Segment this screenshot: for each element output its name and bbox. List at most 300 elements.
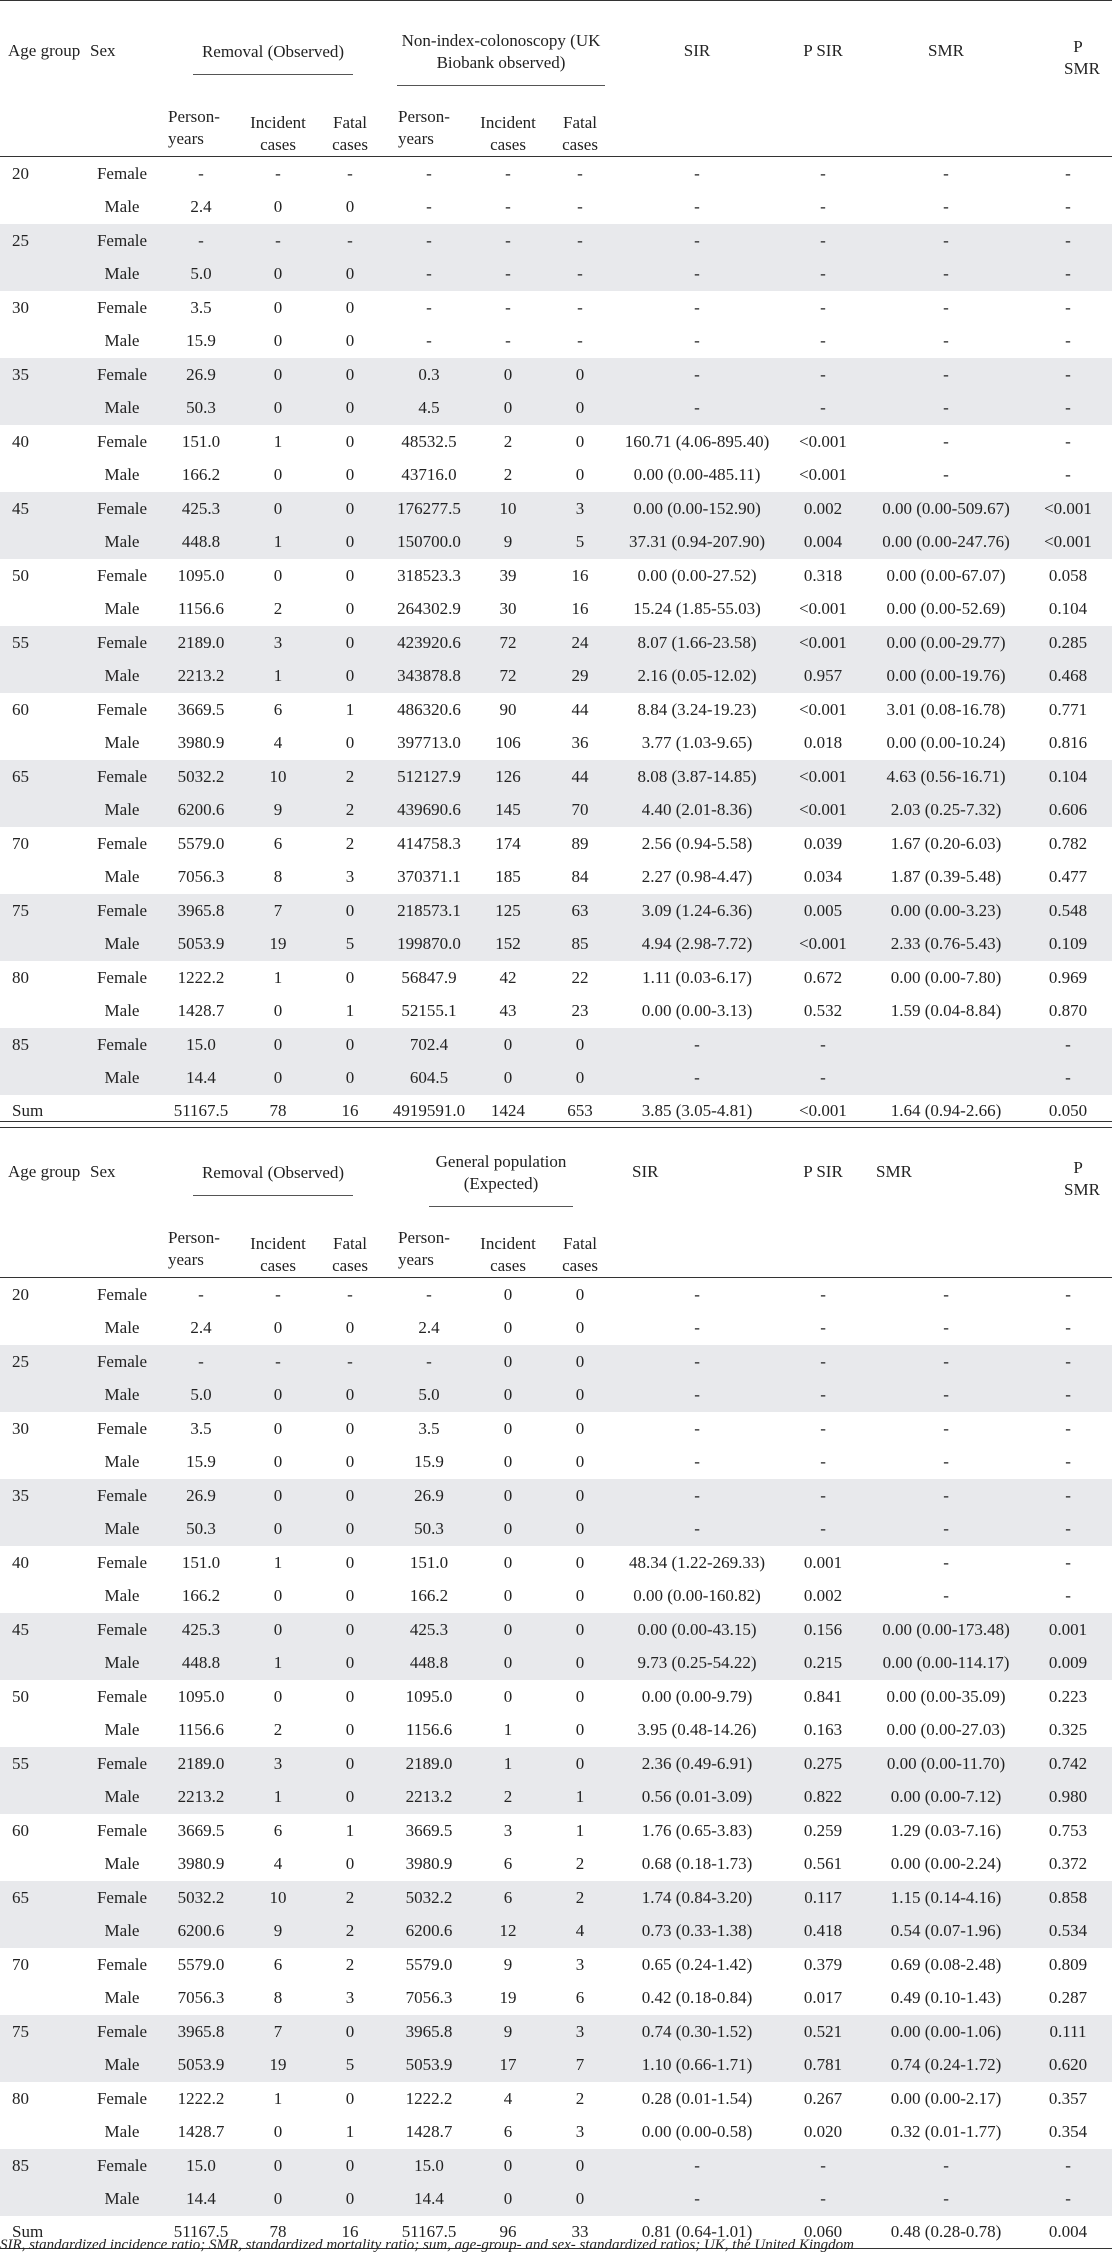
comparator-incident-cases-cell: 6 (472, 1881, 544, 1915)
sir-cell: 0.28 (0.01-1.54) (641, 2088, 753, 2108)
incident-cases-cell: 4 (273, 733, 283, 753)
comparator-incident-cases-cell: 2 (472, 1781, 544, 1815)
incident-cases-cell: 3 (242, 626, 314, 660)
p-smr-cell: 0.753 (1048, 1820, 1088, 1840)
fatal-cases-cell: 0 (314, 660, 386, 694)
header-removal: Removal (Observed) (201, 1162, 345, 1182)
fatal-cases-cell: 1 (345, 2122, 355, 2142)
age-cell: 45 (0, 492, 84, 526)
p-sir-cell: - (820, 163, 826, 183)
sex-cell: Female (96, 1954, 148, 1974)
p-smr-cell: - (1065, 331, 1071, 351)
sir-cell: 3.77 (1.03-9.65) (641, 733, 753, 753)
age-cell: 50 (12, 1686, 29, 1706)
p-smr-cell: - (1065, 163, 1071, 183)
sex-cell: Male (104, 197, 140, 217)
sum-p-sir-cell: <0.001 (778, 1095, 868, 1128)
p-smr-cell: 0.969 (1048, 967, 1088, 987)
incident-cases-cell: 10 (242, 760, 314, 794)
sex-cell: Female (96, 967, 148, 987)
table-row (0, 760, 1112, 794)
sex-cell: Male (84, 2049, 160, 2083)
comparator-person-years-cell: 43716.0 (401, 465, 457, 485)
header-sir: SIR (632, 1161, 659, 1181)
sir-cell: 8.08 (3.87-14.85) (616, 760, 778, 794)
person-years-cell: 1428.7 (177, 1001, 225, 1021)
smr-cell: - (868, 1345, 1024, 1379)
fatal-cases-cell: 0 (345, 565, 355, 585)
p-smr-cell: 0.001 (1024, 1613, 1112, 1647)
comparator-incident-cases-cell: 9 (503, 1954, 513, 1974)
fatal-cases-cell: 0 (345, 2088, 355, 2108)
incident-cases-cell: 7 (242, 894, 314, 928)
smr-cell: 0.00 (0.00-509.67) (868, 492, 1024, 526)
sex-cell: Male (104, 867, 140, 887)
p-smr-cell: - (1065, 1418, 1071, 1438)
person-years-cell: 166.2 (181, 465, 221, 485)
comparator-person-years-cell: 423920.6 (386, 626, 472, 660)
person-years-cell: 50.3 (160, 1513, 242, 1547)
smr-cell: 0.69 (0.08-2.48) (890, 1954, 1002, 1974)
comparator-fatal-cases-cell: 89 (571, 833, 589, 853)
sir-cell: - (616, 258, 778, 292)
age-cell: 85 (0, 2149, 84, 2183)
sex-cell: Male (104, 733, 140, 753)
smr-cell: - (943, 1552, 949, 1572)
header-sex: Sex (90, 40, 116, 60)
sir-cell: - (616, 358, 778, 392)
comparator-fatal-cases-cell: 0 (575, 431, 585, 451)
p-sir-cell: 0.267 (803, 2088, 843, 2108)
p-sir-cell: - (778, 258, 868, 292)
sir-cell: - (616, 1379, 778, 1413)
p-smr-cell: 0.809 (1048, 1954, 1088, 1974)
sex-cell: Female (96, 163, 148, 183)
sir-cell: 0.68 (0.18-1.73) (641, 1854, 753, 1874)
comparator-incident-cases-cell: 1 (472, 1747, 544, 1781)
p-smr-cell: 0.109 (1024, 928, 1112, 962)
fatal-cases-cell: 0 (345, 297, 355, 317)
incident-cases-cell: 1 (273, 431, 283, 451)
incident-cases-cell: 0 (242, 258, 314, 292)
comparator-person-years-cell: 150700.0 (386, 526, 472, 560)
p-smr-cell: - (1065, 1552, 1071, 1572)
sex-cell: Male (84, 2183, 160, 2217)
p-sir-cell: - (820, 1318, 826, 1338)
comparator-person-years-cell: 4.5 (386, 392, 472, 426)
comparator-person-years-cell: 3965.8 (386, 2015, 472, 2049)
p-smr-cell: - (1065, 465, 1071, 485)
sum-comparator-person-years-cell: 51167.5 (386, 2216, 472, 2249)
table-row (0, 2149, 1112, 2183)
header-age-group: Age group (8, 40, 81, 60)
comparator-fatal-cases-cell: 36 (571, 733, 589, 753)
table-row (0, 459, 1112, 493)
fatal-cases-cell: 1 (345, 699, 355, 719)
comparator-person-years-cell: 264302.9 (397, 599, 461, 619)
comparator-person-years-cell: 439690.6 (386, 794, 472, 828)
table-row (0, 2116, 1112, 2150)
p-smr-cell: 0.477 (1048, 867, 1088, 887)
table-row (0, 157, 1112, 191)
comparator-incident-cases-cell: 0 (503, 1318, 513, 1338)
comparator-person-years-cell: 414758.3 (397, 833, 461, 853)
age-cell: 75 (0, 894, 84, 928)
sex-cell: Male (104, 331, 140, 351)
table-row (0, 660, 1112, 694)
comparator-person-years-cell: 48532.5 (401, 431, 457, 451)
comparator-incident-cases-cell: 0 (472, 1028, 544, 1062)
sum-p-sir-cell: 0.060 (778, 2216, 868, 2249)
sum-label: Sum (0, 2216, 84, 2249)
comparator-incident-cases-cell: 6 (503, 1854, 513, 1874)
p-sir-cell: 0.004 (778, 526, 868, 560)
fatal-cases-cell: 0 (314, 2015, 386, 2049)
p-sir-cell: - (820, 1418, 826, 1438)
person-years-cell: 15.0 (160, 1028, 242, 1062)
sex-cell: Female (96, 2088, 148, 2108)
person-years-cell: 151.0 (181, 431, 221, 451)
smr-cell: - (943, 465, 949, 485)
smr-cell: 0.00 (0.00-67.07) (886, 565, 1006, 585)
smr-cell: 0.00 (0.00-247.76) (868, 526, 1024, 560)
table-body (0, 1278, 1112, 2249)
fatal-cases-cell: 0 (314, 626, 386, 660)
comparator-incident-cases-cell: 6 (503, 2122, 513, 2142)
sir-cell: 0.00 (0.00-3.13) (641, 1001, 753, 1021)
p-sir-cell: 0.117 (778, 1881, 868, 1915)
p-sir-cell: 0.259 (803, 1820, 843, 1840)
person-years-cell: 3980.9 (177, 1854, 225, 1874)
person-years-cell: 5.0 (160, 1379, 242, 1413)
person-years-cell: 15.9 (186, 1452, 216, 1472)
fatal-cases-cell: 0 (345, 599, 355, 619)
incident-cases-cell: 19 (242, 2049, 314, 2083)
p-sir-cell: 0.215 (778, 1647, 868, 1681)
sex-cell: Female (84, 224, 160, 258)
comparator-fatal-cases-cell: 63 (544, 894, 616, 928)
fatal-cases-cell: 2 (314, 760, 386, 794)
comparator-fatal-cases-cell: 0 (575, 1318, 585, 1338)
comparator-fatal-cases-cell: 0 (544, 1379, 616, 1413)
smr-cell: 1.67 (0.20-6.03) (890, 833, 1002, 853)
age-cell (0, 459, 84, 493)
smr-cell: - (868, 1479, 1024, 1513)
p-sir-cell: 0.672 (803, 967, 843, 987)
age-cell: 65 (0, 760, 84, 794)
comparator-incident-cases-cell: - (472, 224, 544, 258)
comparator-incident-cases-cell: 126 (472, 760, 544, 794)
table-row (0, 693, 1112, 727)
p-sir-cell: 0.532 (803, 1001, 843, 1021)
incident-cases-cell: 7 (242, 2015, 314, 2049)
person-years-cell: - (198, 163, 204, 183)
comparator-person-years-cell: - (426, 1284, 432, 1304)
person-years-cell: 2189.0 (160, 626, 242, 660)
incident-cases-cell: 6 (273, 1820, 283, 1840)
comparator-person-years-cell: 218573.1 (386, 894, 472, 928)
sir-cell: 0.00 (0.00-152.90) (616, 492, 778, 526)
p-smr-cell: - (1065, 431, 1071, 451)
comparator-fatal-cases-cell: 0 (544, 1513, 616, 1547)
person-years-cell: 5053.9 (160, 2049, 242, 2083)
smr-cell: 1.15 (0.14-4.16) (868, 1881, 1024, 1915)
fatal-cases-cell: 3 (345, 867, 355, 887)
table-row (0, 1680, 1112, 1714)
person-years-cell: 6200.6 (160, 794, 242, 828)
comparator-fatal-cases-cell: 4 (544, 1915, 616, 1949)
smr-cell: - (943, 1318, 949, 1338)
fatal-cases-cell: 0 (345, 1686, 355, 1706)
incident-cases-cell: - (242, 1345, 314, 1379)
sex-cell: Female (84, 626, 160, 660)
incident-cases-cell: 1 (273, 2088, 283, 2108)
comparator-person-years-cell: 343878.8 (386, 660, 472, 694)
p-smr-cell: <0.001 (1024, 492, 1112, 526)
incident-cases-cell: 0 (273, 197, 283, 217)
sir-cell: - (616, 224, 778, 258)
table-row (0, 1412, 1112, 1446)
sir-cell: 8.07 (1.66-23.58) (616, 626, 778, 660)
comparator-incident-cases-cell: 0 (472, 2183, 544, 2217)
header-person-years: Person-years (160, 1221, 242, 1278)
comparator-incident-cases-cell: 0 (503, 1686, 513, 1706)
fatal-cases-cell: 0 (314, 392, 386, 426)
age-cell: 75 (0, 2015, 84, 2049)
sir-cell: 0.00 (0.00-43.15) (616, 1613, 778, 1647)
comparator-fatal-cases-cell: 0 (544, 358, 616, 392)
sum-comparator-fatal-cases-cell: 33 (544, 2216, 616, 2249)
comparator-incident-cases-cell: 0 (472, 1647, 544, 1681)
p-sir-cell: 0.017 (803, 1988, 843, 2008)
comparator-fatal-cases-cell: 0 (544, 2149, 616, 2183)
incident-cases-cell: 0 (242, 358, 314, 392)
p-sir-cell: - (820, 197, 826, 217)
comparator-incident-cases-cell: 72 (472, 660, 544, 694)
sex-cell: Female (96, 1686, 148, 1706)
smr-cell: - (868, 358, 1024, 392)
sum-comparator-incident-cases-cell: 96 (472, 2216, 544, 2249)
comparator-person-years-cell: - (386, 1345, 472, 1379)
sex-cell: Male (84, 1915, 160, 1949)
fatal-cases-cell: - (347, 163, 353, 183)
sir-cell: 3.95 (0.48-14.26) (637, 1720, 757, 1740)
sex-cell: Female (84, 1345, 160, 1379)
comparator-incident-cases-cell: 0 (472, 1345, 544, 1379)
incident-cases-cell: 0 (242, 392, 314, 426)
table-row (0, 1781, 1112, 1815)
table-row (0, 191, 1112, 225)
table-row (0, 1345, 1112, 1379)
table-row (0, 1948, 1112, 1982)
p-sir-cell: <0.001 (799, 431, 847, 451)
sum-p-smr-cell: 0.004 (1024, 2216, 1112, 2249)
p-smr-cell: 0.742 (1024, 1747, 1112, 1781)
table-row (0, 425, 1112, 459)
comparator-incident-cases-cell: - (505, 331, 511, 351)
sir-cell: 0.56 (0.01-3.09) (616, 1781, 778, 1815)
table-row (0, 1479, 1112, 1513)
fatal-cases-cell: 0 (314, 1781, 386, 1815)
comparator-person-years-cell: 166.2 (409, 1586, 449, 1606)
age-cell (0, 1915, 84, 1949)
sir-cell: - (694, 331, 700, 351)
person-years-cell: 5579.0 (177, 1954, 225, 1974)
age-cell (0, 325, 84, 359)
age-cell: 25 (0, 224, 84, 258)
p-smr-cell: - (1065, 1452, 1071, 1472)
p-sir-cell: 0.781 (778, 2049, 868, 2083)
p-smr-cell: 0.357 (1048, 2088, 1088, 2108)
comparator-fatal-cases-cell: 0 (575, 1418, 585, 1438)
age-cell: 50 (12, 565, 29, 585)
sum-smr-cell: 0.48 (0.28-0.78) (868, 2216, 1024, 2249)
table-header (0, 1122, 1112, 1278)
p-sir-cell: 0.001 (803, 1552, 843, 1572)
sex-cell: Male (84, 660, 160, 694)
person-years-cell: 3.5 (190, 1418, 212, 1438)
header-comparator-group (386, 1122, 616, 1222)
person-years-cell: 26.9 (160, 1479, 242, 1513)
p-smr-cell: 0.104 (1024, 760, 1112, 794)
comparator-fatal-cases-cell: 5 (544, 526, 616, 560)
age-cell: 35 (0, 358, 84, 392)
sex-cell: Female (84, 1881, 160, 1915)
sir-cell: - (694, 297, 700, 317)
table-row (0, 559, 1112, 593)
sex-cell: Male (84, 794, 160, 828)
comparator-incident-cases-cell: 185 (495, 867, 521, 887)
table-row (0, 1312, 1112, 1346)
comparator-fatal-cases-cell: 0 (544, 1479, 616, 1513)
sex-cell: Female (96, 431, 148, 451)
incident-cases-cell: 1 (273, 967, 283, 987)
age-cell (0, 1647, 84, 1681)
sex-cell: Male (104, 1988, 140, 2008)
age-cell: 35 (0, 1479, 84, 1513)
comparator-person-years-cell: 425.3 (386, 1613, 472, 1647)
comparator-person-years-cell: 512127.9 (386, 760, 472, 794)
comparator-fatal-cases-cell: 2 (575, 1854, 585, 1874)
sir-cell: - (694, 1452, 700, 1472)
sir-cell: 0.00 (0.00-0.58) (641, 2122, 753, 2142)
header-fatal-cases-2: Fatal cases (544, 1221, 616, 1278)
fatal-cases-cell: 0 (345, 967, 355, 987)
incident-cases-cell: 8 (273, 1988, 283, 2008)
p-sir-cell: - (820, 1452, 826, 1472)
person-years-cell: - (160, 224, 242, 258)
sum-fatal-cases-cell: 16 (314, 1095, 386, 1128)
comparator-fatal-cases-cell: 44 (544, 760, 616, 794)
person-years-cell: 3669.5 (177, 699, 225, 719)
person-years-cell: 7056.3 (177, 867, 225, 887)
header-age-group: Age group (8, 1161, 81, 1181)
table-row (0, 1848, 1112, 1882)
person-years-cell: 1222.2 (177, 967, 225, 987)
comparator-fatal-cases-cell: 1 (575, 1820, 585, 1840)
comparator-fatal-cases-cell: - (544, 258, 616, 292)
fatal-cases-cell: 0 (314, 492, 386, 526)
p-smr-cell: - (1024, 1479, 1112, 1513)
person-years-cell: 2213.2 (160, 1781, 242, 1815)
p-sir-cell: 0.018 (803, 733, 843, 753)
age-cell: 30 (12, 297, 29, 317)
fatal-cases-cell: 0 (314, 1513, 386, 1547)
comparator-incident-cases-cell: 43 (499, 1001, 517, 1021)
incident-cases-cell: 9 (242, 1915, 314, 1949)
p-smr-cell: 0.372 (1048, 1854, 1088, 1874)
sex-cell: Female (84, 1613, 160, 1647)
p-sir-cell: 0.957 (778, 660, 868, 694)
sir-cell: 2.16 (0.05-12.02) (616, 660, 778, 694)
comparator-fatal-cases-cell: 0 (544, 1345, 616, 1379)
fatal-cases-cell: 0 (345, 1552, 355, 1572)
p-sir-cell: 0.379 (803, 1954, 843, 1974)
table-row (0, 2049, 1112, 2083)
comparator-incident-cases-cell: 9 (472, 2015, 544, 2049)
table-row (0, 1982, 1112, 2016)
smr-cell: 1.87 (0.39-5.48) (890, 867, 1002, 887)
sum-incident-cases-cell: 78 (242, 1095, 314, 1128)
person-years-cell: 2189.0 (160, 1747, 242, 1781)
age-cell (0, 1062, 84, 1096)
sir-cell: 4.40 (2.01-8.36) (616, 794, 778, 828)
smr-cell: 0.00 (0.00-3.23) (868, 894, 1024, 928)
smr-cell: 2.33 (0.76-5.43) (868, 928, 1024, 962)
comparator-person-years-cell: 397713.0 (397, 733, 461, 753)
p-sir-cell: - (778, 2183, 868, 2217)
p-smr-cell: 0.104 (1048, 599, 1088, 619)
person-years-cell: 425.3 (160, 492, 242, 526)
comparator-person-years-cell: 52155.1 (401, 1001, 457, 1021)
sum-smr-cell: 1.64 (0.94-2.66) (868, 1095, 1024, 1128)
fatal-cases-cell: - (314, 224, 386, 258)
p-smr-cell: - (1024, 224, 1112, 258)
age-cell (0, 2183, 84, 2217)
sir-cell: - (694, 1318, 700, 1338)
person-years-cell: 2.4 (190, 197, 212, 217)
sir-cell: - (694, 197, 700, 217)
p-sir-cell: 0.039 (803, 833, 843, 853)
age-cell (0, 1513, 84, 1547)
sir-cell: - (616, 1513, 778, 1547)
smr-cell: - (868, 392, 1024, 426)
comparator-fatal-cases-cell: 3 (544, 492, 616, 526)
comparator-fatal-cases-cell: 0 (575, 465, 585, 485)
comparator-person-years-cell: 5053.9 (386, 2049, 472, 2083)
person-years-cell: 50.3 (160, 392, 242, 426)
fatal-cases-cell: 0 (345, 733, 355, 753)
comparator-incident-cases-cell: 72 (472, 626, 544, 660)
age-cell: 20 (12, 1284, 29, 1304)
smr-cell: 0.00 (0.00-2.17) (890, 2088, 1002, 2108)
age-cell: 55 (0, 626, 84, 660)
smr-cell: 1.29 (0.03-7.16) (890, 1820, 1002, 1840)
smr-cell: - (868, 258, 1024, 292)
sir-cell: 2.27 (0.98-4.47) (641, 867, 753, 887)
header-comparator-rule (397, 74, 605, 86)
p-sir-cell: 0.002 (803, 1586, 843, 1606)
sum-sir-cell: 3.85 (3.05-4.81) (616, 1095, 778, 1128)
p-smr-cell: <0.001 (1024, 526, 1112, 560)
comparator-fatal-cases-cell: 0 (544, 1747, 616, 1781)
comparator-incident-cases-cell: 19 (499, 1988, 517, 2008)
sir-cell: - (616, 1062, 778, 1096)
p-smr-cell: - (1065, 197, 1071, 217)
age-cell (0, 794, 84, 828)
age-cell: 80 (12, 2088, 29, 2108)
table-row (0, 2015, 1112, 2049)
